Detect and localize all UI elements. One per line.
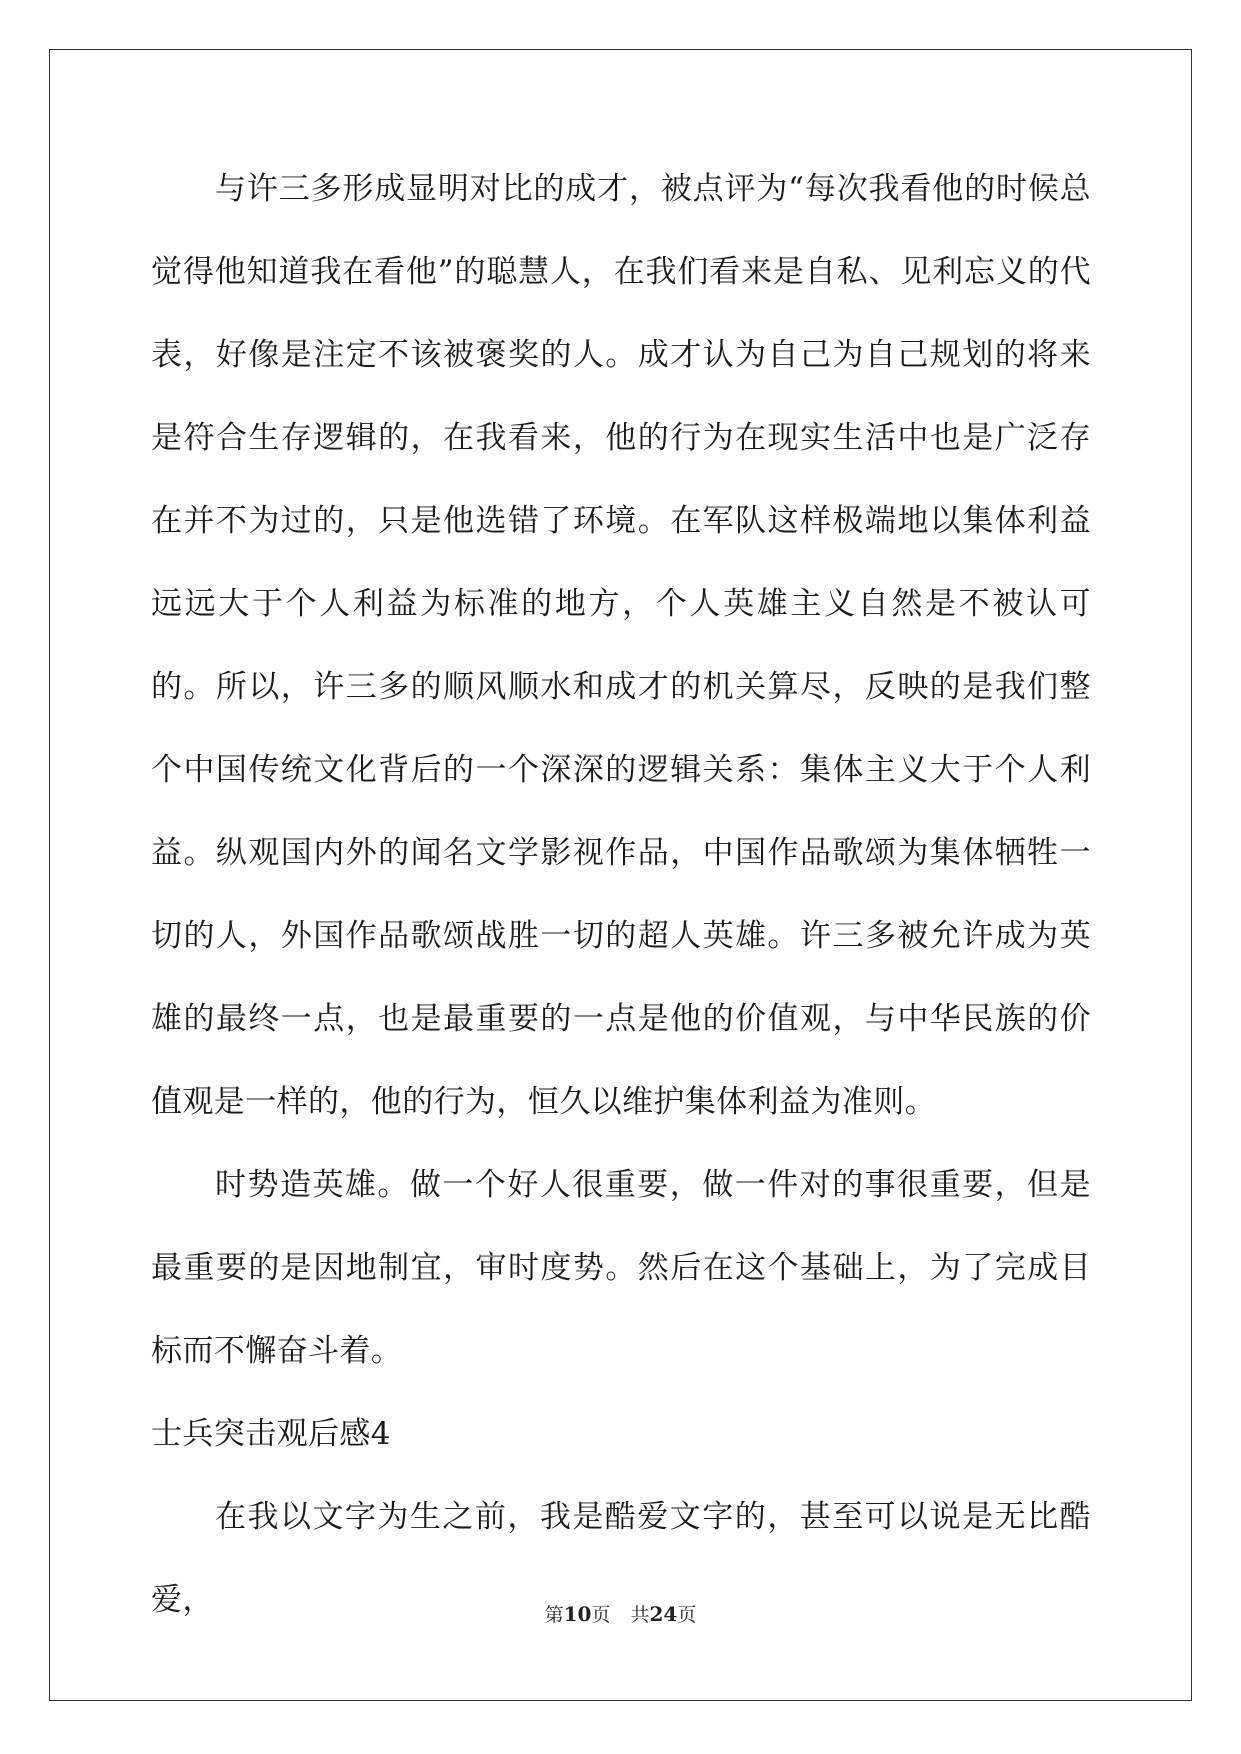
page-footer	[0, 1600, 1241, 1627]
section-heading: 士兵突击观后感4	[151, 1416, 391, 1452]
footer-total-suffix: 页	[677, 1604, 697, 1626]
paragraph-1: 与许三多形成显明对比的成才，被点评为“每次我看他的时候总觉得他知道我在看他”的聪慧人，在我们看来是自私、见利忘义的代表，好像是注定不该被褒奖的人。成才认为自己为自己规划的将来是符合生存逻辑的，在我看来，他的行为在现实生活中也是广泛存在并不为过的，只是他选错了环境。在军队这样极端地以集体利益远远大于个人利益为标准的地方，个人英雄主义自然是不被认可的。所以，许三多的顺风顺水和成才的机关算尽，反映的是我们整个中国传统文化背后的一个深深的逻辑关系：集体主义大于个人利益。纵观国内外的闻名文学影视作品，中国作品歌颂为集体牺牲一切的人，外国作品歌颂战胜一切的超人英雄。许三多被允许成为英雄的最终一点，也是最重要的一点是他的价值观，与中华民族的价值观是一样的，他的行为，恒久以维护集体利益为准则。	[151, 171, 1091, 1120]
footer-total-prefix: 共	[630, 1604, 650, 1626]
footer-prefix: 第	[544, 1604, 564, 1626]
document-body	[151, 148, 1091, 1642]
footer-page-suffix: 页	[591, 1604, 611, 1626]
paragraph-2: 时势造英雄。做一个好人很重要，做一件对的事很重要，但是最重要的是因地制宜，审时度势。然后在这个基础上，为了完成目标而不懈奋斗着。	[151, 1167, 1091, 1369]
total-page-count: 24	[649, 1602, 678, 1626]
paragraph-3: 在我以文字为生之前，我是酷爱文字的，甚至可以说是无比酷爱，	[151, 1499, 1091, 1618]
current-page-number: 10	[563, 1602, 592, 1626]
